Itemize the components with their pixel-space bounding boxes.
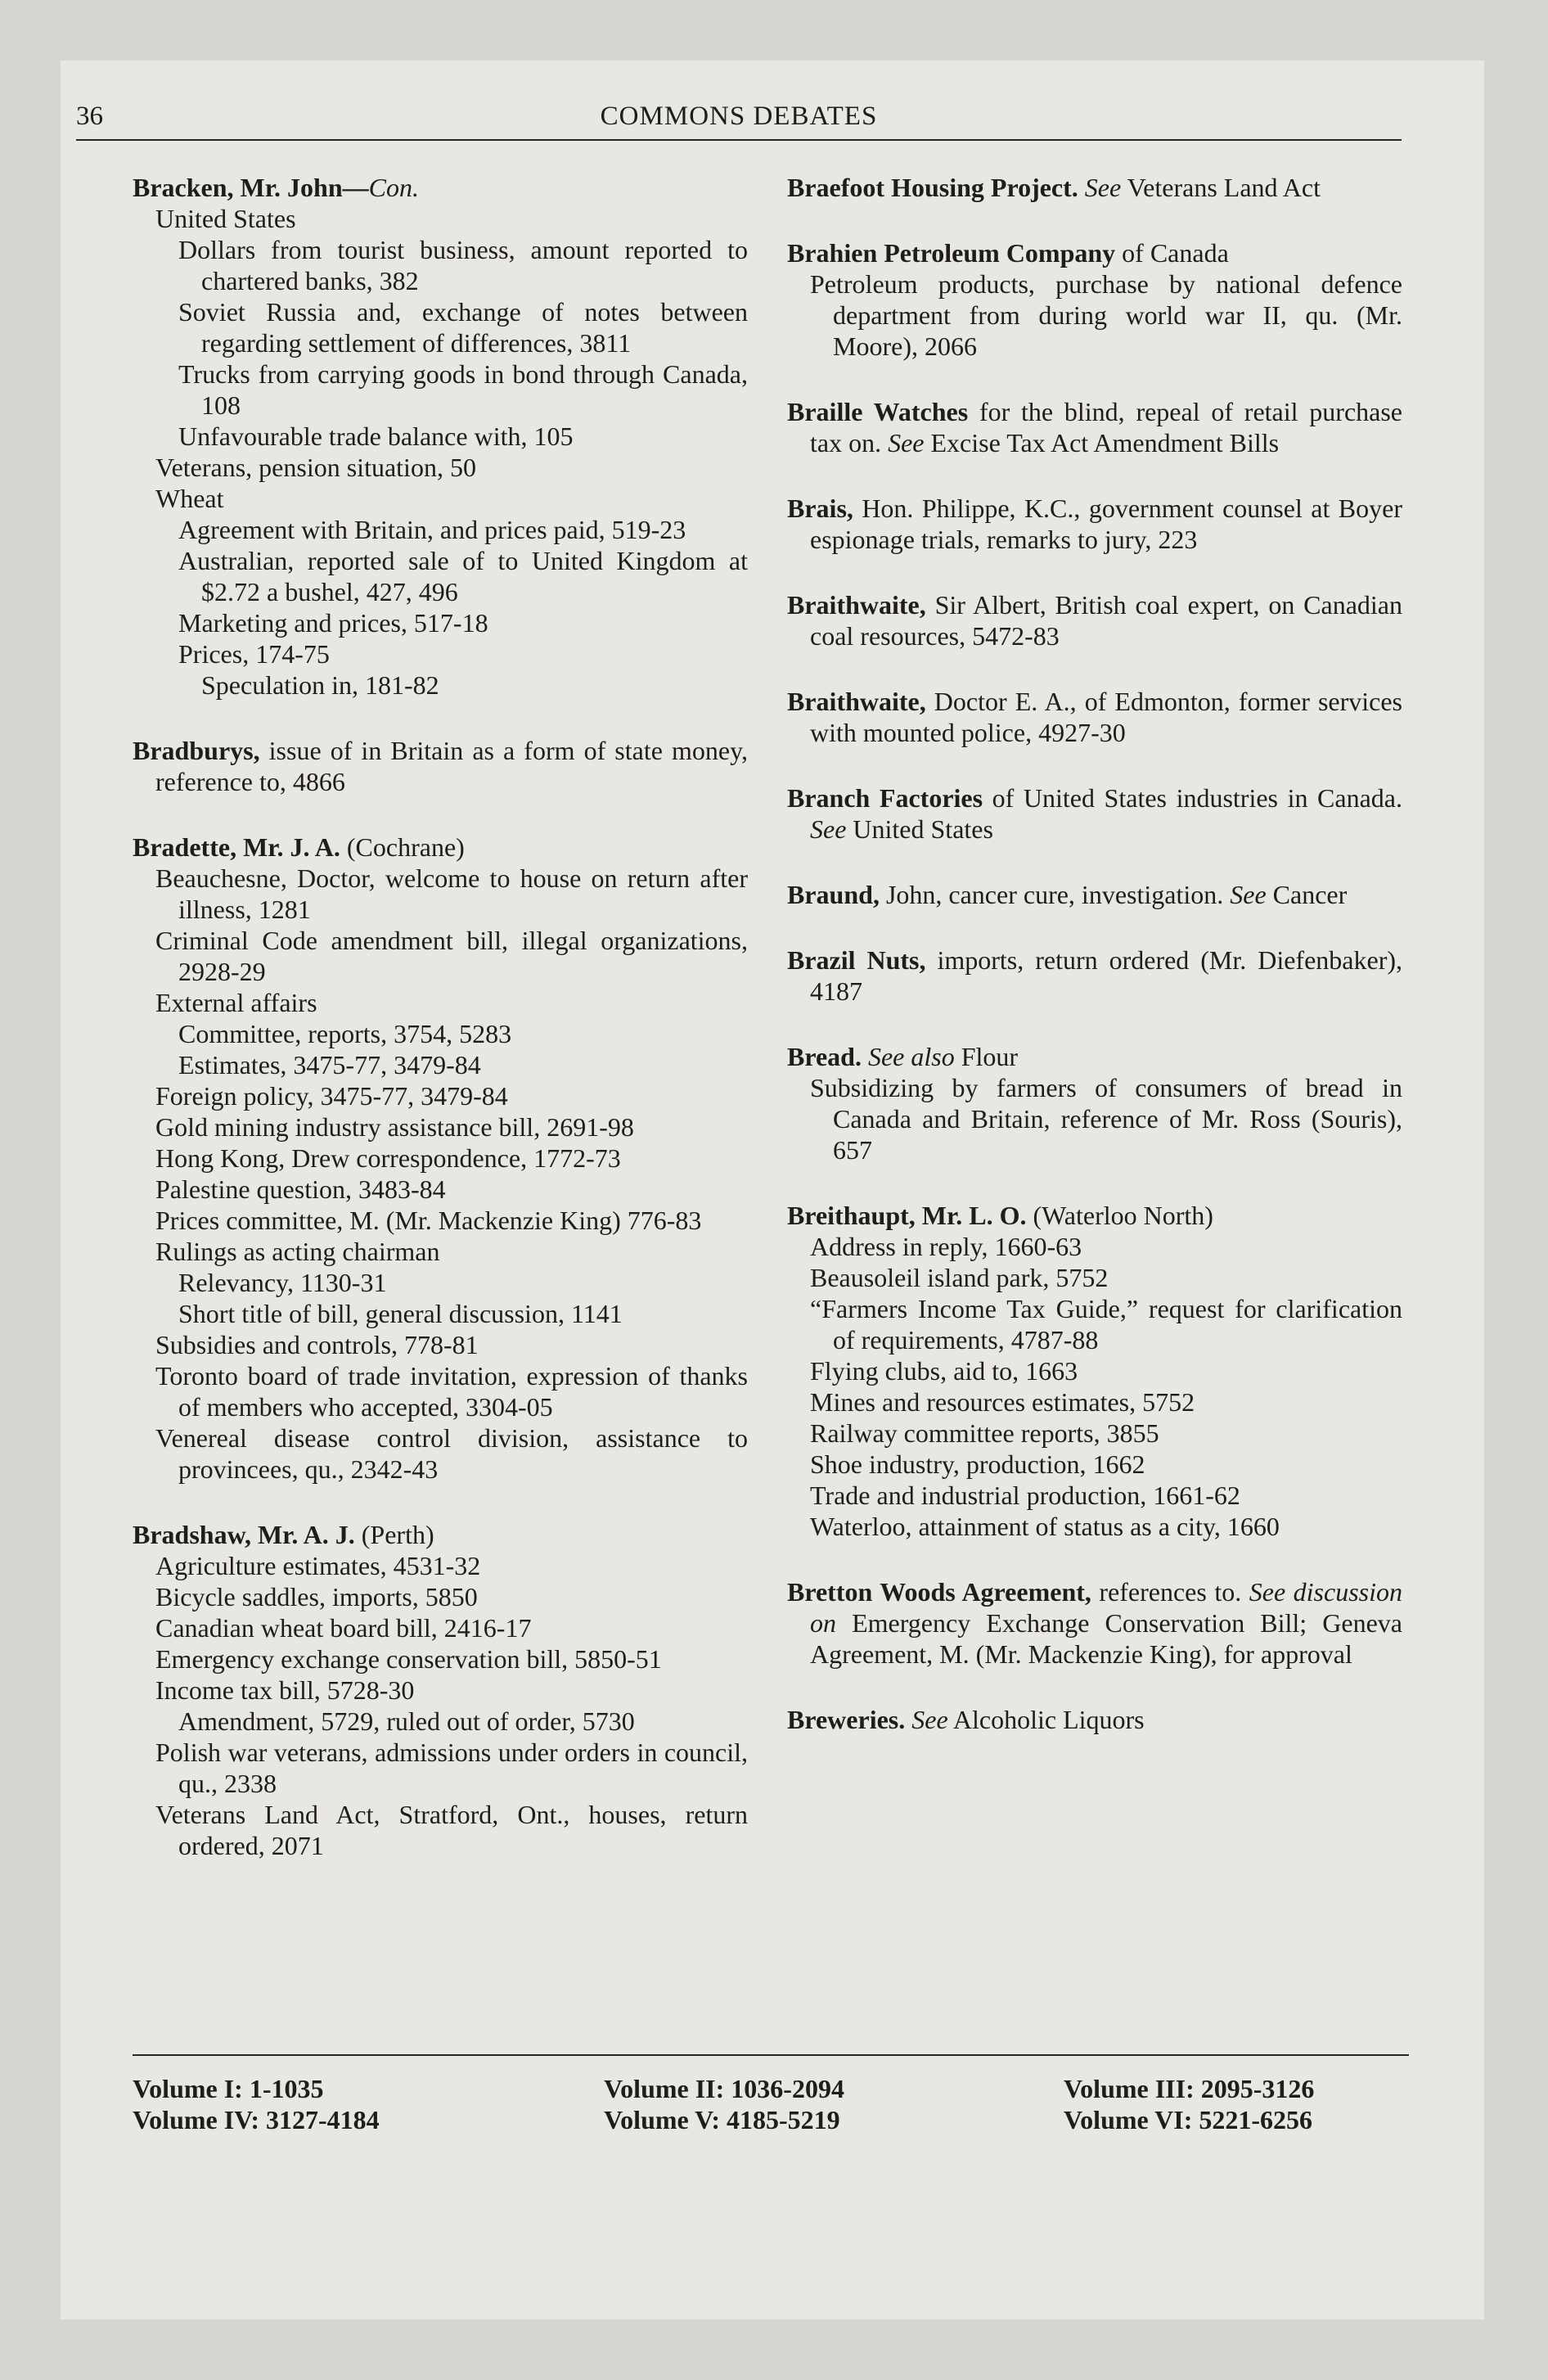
entry-subitem: Address in reply, 1660-63 [810,1232,1082,1261]
heading-segment: (Cochrane) [340,832,465,862]
entry-subitem: Veterans, pension situation, 50 [155,453,476,482]
entry-subitem: Foreign policy, 3475-77, 3479-84 [155,1081,508,1111]
index-entry [787,396,1402,458]
heading-segment: Braille Watches [787,397,969,426]
entry-subitem: Marketing and prices, 517-18 [178,608,488,638]
heading-segment: See [911,1705,948,1734]
entry-subitem: Trucks from carrying goods in bond through Canada, 108 [178,359,748,420]
entry-subitem: Veterans Land Act, Stratford, Ont., houses, return ordered, 2071 [155,1800,748,1860]
heading-segment: Bradette, Mr. J. A. [133,832,340,862]
heading-segment [862,1042,868,1071]
heading-segment: imports, return ordered (Mr. Diefenbaker), 4187 [810,945,1403,1006]
entry-subitem: Committee, reports, 3754, 5283 [178,1019,512,1048]
entry-subitem: Agriculture estimates, 4531-32 [155,1551,481,1580]
heading-segment: See also [867,1042,955,1071]
entry-subitem: Waterloo, attainment of status as a city, 1660 [810,1512,1280,1541]
entry-heading [787,1041,1402,1072]
entry-subitem: Subsidizing by farmers of consumers of bread in Canada and Britain, reference of Mr. Ross (Souris), 657 [810,1073,1402,1165]
entry-subitem: Gold mining industry assistance bill, 2691-98 [155,1112,634,1142]
entry-heading [787,1704,1402,1735]
heading-segment: United States [846,814,993,844]
entry-subitem: Shoe industry, production, 1662 [810,1449,1145,1479]
index-column-right [787,172,1402,1769]
entry-subitem: Toronto board of trade invitation, expression of thanks of members who accepted, 3304-05 [155,1361,748,1422]
entry-heading [787,1200,1402,1231]
entry-subitem: Unfavourable trade balance with, 105 [178,421,574,451]
entry-subitem: Short title of bill, general discussion, 1141 [178,1299,623,1328]
entry-subitem: Venereal disease control division, assistance to provincees, qu., 2342-43 [155,1423,748,1484]
heading-segment: See [810,814,847,844]
page-number: 36 [76,101,103,131]
heading-segment: — [342,173,369,202]
index-entry [787,879,1402,910]
index-entry [787,493,1402,555]
volume-label: Volume I: 1-1035 [133,2074,324,2103]
index-entry [787,1704,1402,1735]
heading-segment: of Canada [1115,238,1229,268]
heading-segment: Hon. Philippe, K.C., government counsel at Boyer espionage trials, remarks to jury, 223 [810,494,1402,554]
entry-heading [787,879,1402,910]
entry-heading [787,1576,1403,1670]
heading-segment: (Waterloo North) [1026,1201,1213,1230]
index-entry [787,1041,1402,1165]
index-entry [787,1576,1402,1670]
index-entry [787,237,1402,362]
heading-segment: Bradburys, [133,736,260,765]
entry-subitem: Polish war veterans, admissions under orders in council, qu., 2338 [155,1738,748,1798]
entry-subitem: Beausoleil island park, 5752 [810,1263,1109,1292]
volume-label: Volume VI: 5221-6256 [1064,2105,1313,2134]
page-header [76,100,1402,141]
entry-heading [787,172,1402,203]
entry-heading [787,782,1403,845]
volume-label: Volume IV: 3127-4184 [133,2105,380,2134]
heading-segment: references to. [1091,1577,1249,1607]
entry-subitem: Trade and industrial production, 1661-62 [810,1481,1240,1510]
heading-segment: issue of in Britain as a form of state money, reference to, 4866 [155,736,748,796]
entry-subitem: Railway committee reports, 3855 [810,1418,1159,1448]
index-entry [133,172,748,701]
entry-heading [787,237,1402,268]
entry-subitem: Beauchesne, Doctor, welcome to house on return after illness, 1281 [155,863,748,924]
heading-segment: Veterans Land Act [1121,173,1321,202]
entry-subitem: Flying clubs, aid to, 1663 [810,1356,1078,1386]
heading-segment: Brais, [787,494,853,523]
entry-subitem: Hong Kong, Drew correspondence, 1772-73 [155,1143,621,1173]
heading-segment: Breweries. [787,1705,906,1734]
heading-segment: Sir Albert, British coal expert, on Canadian coal resources, 5472-83 [810,590,1402,651]
entry-subitem: Relevancy, 1130-31 [178,1268,387,1297]
heading-segment: Flour [954,1042,1019,1071]
entry-subitem: Petroleum products, purchase by national defence department from during world war II, qu. (Mr. Moore), 2066 [810,269,1402,361]
entry-subitem: Amendment, 5729, ruled out of order, 5730 [178,1706,635,1736]
entry-heading [133,735,748,797]
entry-subitem: External affairs [155,988,317,1017]
heading-segment: Breithaupt, Mr. L. O. [787,1201,1027,1230]
heading-segment: See [888,428,925,458]
page-title: COMMONS DEBATES [600,101,878,131]
heading-segment: Branch Factories [787,783,983,813]
heading-segment: for the blind, repeal of retail purchase tax on. [810,397,1403,458]
entry-heading [133,832,748,863]
entry-subitem: United States [155,204,296,233]
heading-segment [1078,173,1085,202]
heading-segment: See discussion on [810,1577,1403,1638]
heading-segment: Bretton Woods Agreement, [787,1577,1091,1607]
heading-segment: See [1230,880,1267,909]
heading-segment: Brazil Nuts, [787,945,926,975]
heading-segment: John, cancer cure, investigation. [879,880,1231,909]
entry-heading [133,1519,748,1550]
heading-segment: Excise Tax Act Amendment Bills [924,428,1280,458]
index-entry [787,589,1402,651]
index-entry [133,832,748,1485]
heading-segment: Bracken, Mr. John [133,173,343,202]
entry-subitem: Australian, reported sale of to United Kingdom at $2.72 a bushel, 427, 496 [178,546,748,606]
heading-segment: Emergency Exchange Conservation Bill; Geneva Agreement, M. (Mr. Mackenzie King), for approval [810,1608,1402,1669]
heading-segment: See [1084,173,1122,202]
heading-segment: Bradshaw, Mr. A. J. [133,1520,355,1549]
entry-subitem: Rulings as acting chairman [155,1237,440,1266]
index-entry [787,172,1402,203]
entry-subitem: Criminal Code amendment bill, illegal organizations, 2928-29 [155,926,748,986]
volume-label: Volume II: 1036-2094 [604,2074,844,2103]
heading-segment: Bread. [787,1042,862,1071]
heading-segment: Braithwaite, [787,687,926,716]
heading-segment: Doctor E. A., of Edmonton, former services with mounted police, 4927-30 [810,687,1402,747]
entry-subitem: Dollars from tourist business, amount reported to chartered banks, 382 [178,235,748,295]
heading-segment: Con. [368,173,419,202]
heading-segment: Braund, [787,880,880,909]
entry-subitem: Prices, 174-75 [178,639,330,669]
entry-subitem: “Farmers Income Tax Guide,” request for clarification of requirements, 4787-88 [810,1294,1402,1355]
entry-subitem: Speculation in, 181-82 [201,670,439,700]
entry-subitem: Agreement with Britain, and prices paid, 519-23 [178,515,686,544]
index-entry [787,782,1402,845]
entry-heading [787,686,1402,748]
entry-subitem: Income tax bill, 5728-30 [155,1675,415,1705]
index-entry [787,1200,1402,1542]
heading-segment: Braefoot Housing Project. [787,173,1078,202]
entry-subitem: Bicycle saddles, imports, 5850 [155,1582,478,1611]
heading-segment: Alcoholic Liquors [947,1705,1145,1734]
footer-rule [133,2054,1409,2056]
volume-label: Volume V: 4185-5219 [604,2105,840,2134]
entry-subitem: Subsidies and controls, 778-81 [155,1330,479,1359]
heading-segment: of United States industries in Canada. [983,783,1403,813]
entry-subitem: Prices committee, M. (Mr. Mackenzie King) 776-83 [155,1206,702,1235]
entry-heading [787,493,1402,555]
index-entry [787,686,1402,748]
heading-segment: Braithwaite, [787,590,926,620]
index-column-left [133,172,748,1895]
heading-segment: Brahien Petroleum Company [787,238,1116,268]
index-entry [133,1519,748,1861]
entry-heading [133,172,748,203]
volume-label: Volume III: 2095-3126 [1064,2074,1315,2103]
entry-heading [787,396,1403,458]
entry-subitem: Mines and resources estimates, 5752 [810,1387,1195,1417]
heading-segment: (Perth) [354,1520,434,1549]
index-entry [787,944,1402,1007]
entry-subitem: Soviet Russia and, exchange of notes between regarding settlement of differences, 3811 [178,297,748,358]
entry-subitem: Canadian wheat board bill, 2416-17 [155,1613,532,1643]
entry-subitem: Emergency exchange conservation bill, 5850-51 [155,1644,662,1674]
entry-subitem: Estimates, 3475-77, 3479-84 [178,1050,481,1080]
heading-segment: Cancer [1266,880,1348,909]
entry-heading [787,589,1402,651]
entry-subitem: Wheat [155,484,224,513]
index-entry [133,735,748,797]
entry-heading [787,944,1403,1007]
entry-subitem: Palestine question, 3483-84 [155,1174,446,1204]
